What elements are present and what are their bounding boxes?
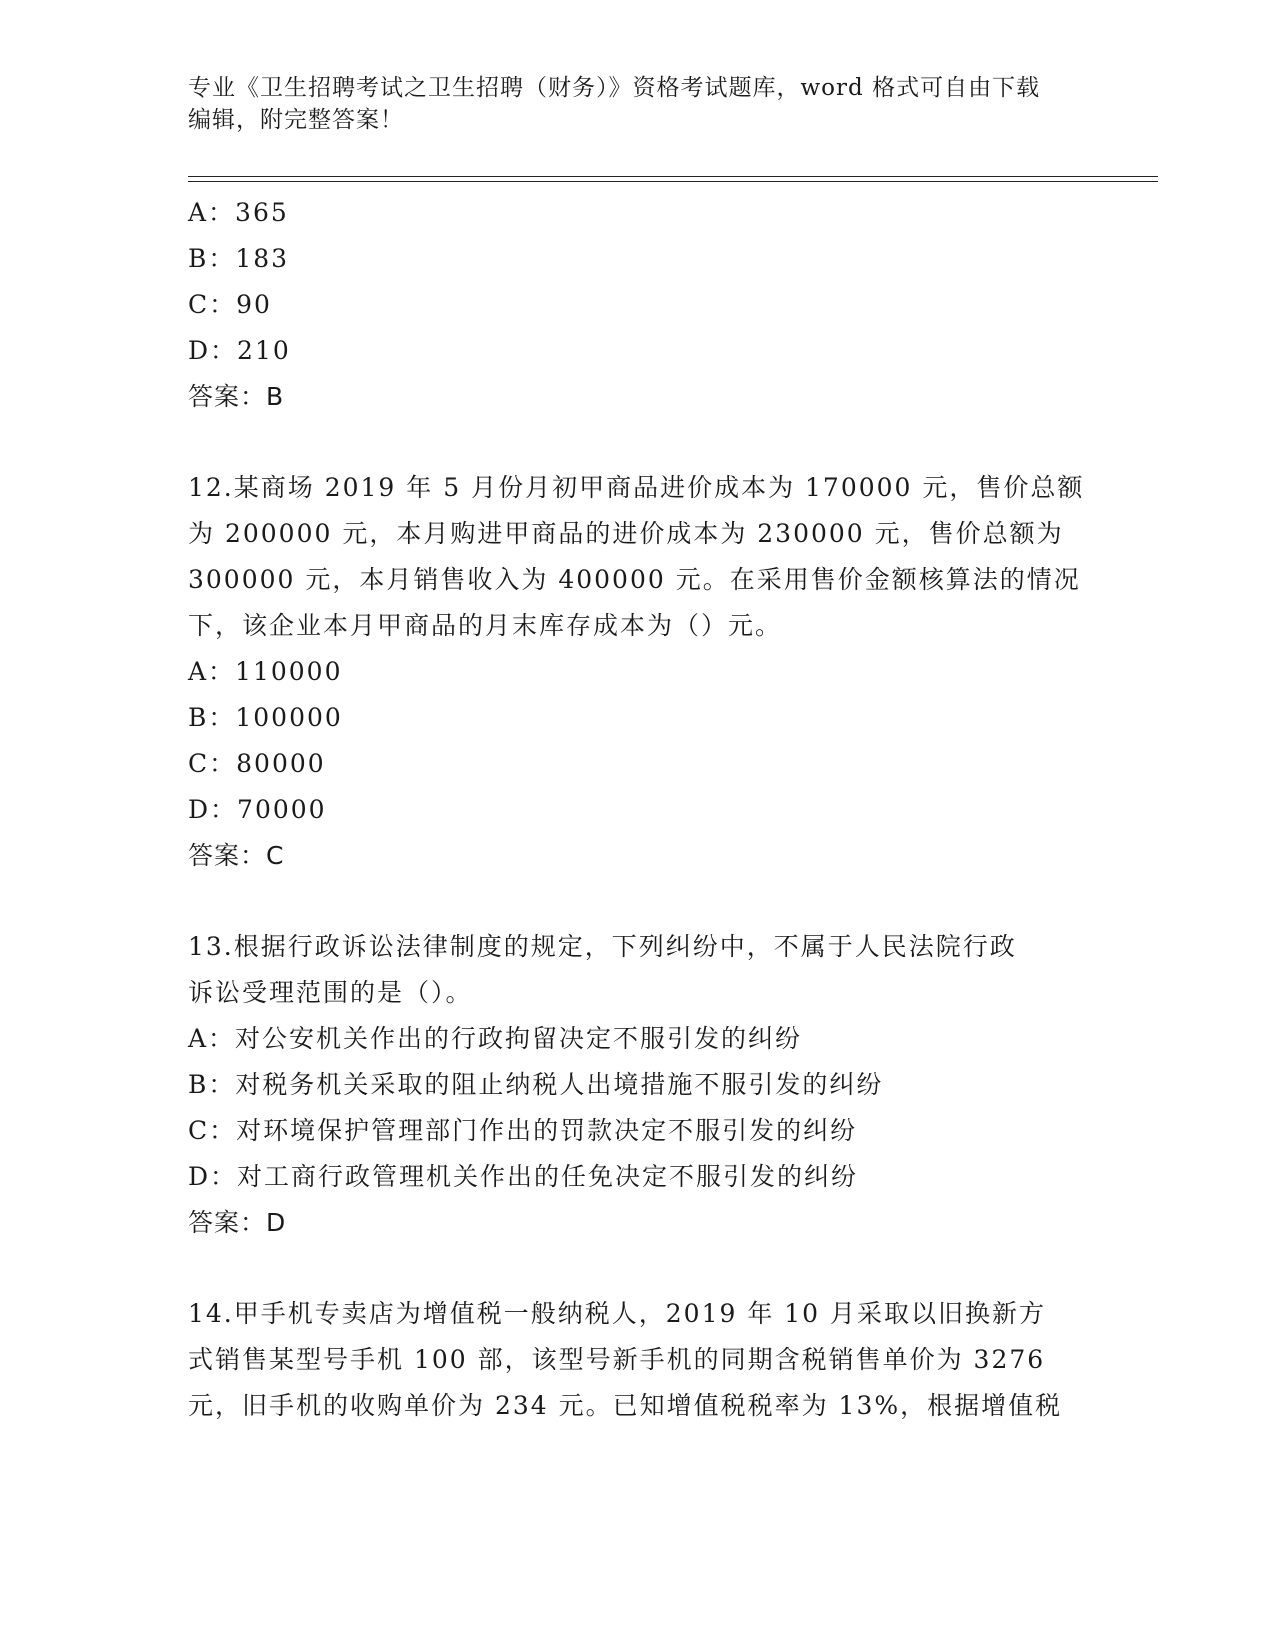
option-b: B：183 bbox=[188, 244, 290, 273]
option-d: D：70000 bbox=[188, 795, 327, 824]
question-11 bbox=[188, 190, 1088, 420]
option-c: C：对环境保护管理部门作出的罚款决定不服引发的纠纷 bbox=[188, 1116, 858, 1145]
option-d: D：对工商行政管理机关作出的任免决定不服引发的纠纷 bbox=[188, 1162, 859, 1191]
answer: 答案：B bbox=[188, 382, 285, 411]
question-content bbox=[188, 190, 1088, 1429]
option-a: A：110000 bbox=[188, 657, 343, 686]
option-b: B：对税务机关采取的阻止纳税人出境措施不服引发的纠纷 bbox=[188, 1070, 884, 1099]
question-stem-line: 诉讼受理范围的是（）。 bbox=[188, 978, 473, 1007]
document-header bbox=[188, 72, 1088, 136]
question-stem-line: 13.根据行政诉讼法律制度的规定，下列纠纷中，不属于人民法院行政 bbox=[188, 932, 1017, 961]
question-stem-line: 下，该企业本月甲商品的月末库存成本为（）元。 bbox=[188, 611, 783, 640]
option-c: C：90 bbox=[188, 290, 272, 319]
question-stem-line: 式销售某型号手机 100 部，该型号新手机的同期含税销售单价为 3276 bbox=[188, 1345, 1046, 1374]
option-a: A：对公安机关作出的行政拘留决定不服引发的纠纷 bbox=[188, 1024, 803, 1053]
spacer bbox=[188, 420, 1088, 465]
header-line-2: 编辑，附完整答案！ bbox=[188, 107, 404, 133]
answer: 答案：C bbox=[188, 841, 285, 870]
question-stem-line: 12.某商场 2019 年 5 月份月初甲商品进价成本为 170000 元，售价总额 bbox=[188, 473, 1085, 502]
question-stem-line: 14.甲手机专卖店为增值税一般纳税人，2019 年 10 月采取以旧换新方 bbox=[188, 1299, 1047, 1328]
option-c: C：80000 bbox=[188, 749, 326, 778]
option-b: B：100000 bbox=[188, 703, 343, 732]
question-stem-line: 为 200000 元，本月购进甲商品的进价成本为 230000 元，售价总额为 bbox=[188, 519, 1064, 548]
answer: 答案：D bbox=[188, 1208, 287, 1237]
header-rule-bottom bbox=[188, 181, 1158, 182]
question-12 bbox=[188, 465, 1088, 879]
option-d: D：210 bbox=[188, 336, 291, 365]
question-stem-line: 300000 元，本月销售收入为 400000 元。在采用售价金额核算法的情况 bbox=[188, 565, 1081, 594]
spacer bbox=[188, 879, 1088, 924]
question-14 bbox=[188, 1291, 1088, 1429]
spacer bbox=[188, 1246, 1088, 1291]
header-line-1: 专业《卫生招聘考试之卫生招聘（财务）》资格考试题库，word 格式可自由下载 bbox=[188, 75, 1041, 101]
question-stem-line: 元，旧手机的收购单价为 234 元。已知增值税税率为 13%，根据增值税 bbox=[188, 1391, 1063, 1420]
question-13 bbox=[188, 924, 1088, 1246]
option-a: A：365 bbox=[188, 198, 289, 227]
header-rule-top bbox=[188, 176, 1158, 177]
